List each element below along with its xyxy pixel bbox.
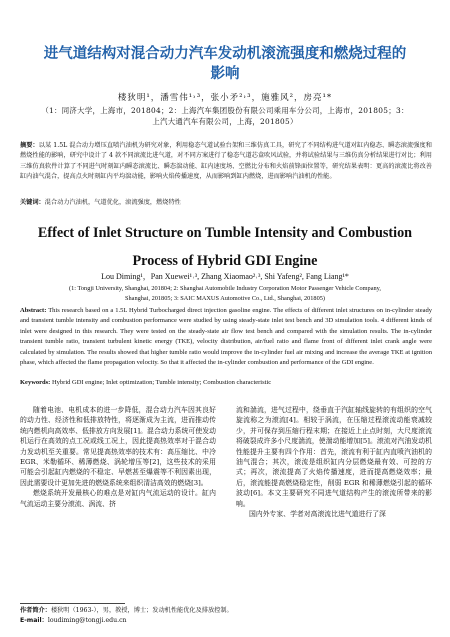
email-address: loudiming@tongji.edu.cn [47,617,127,624]
english-abstract-text: This research based on a 1.5L Hybrid Turbocharged direct injection gasoline engine. The effects of different inlet structures on in-cylinder steady and transient tumble intensity and combustion performance were studied by using steady-state inlet test bench and 3D simulation tools. 4 different kinds of inlet were designed in this research. They were tested on the steady-state air flow test bench and compared with the simulation results. The in-cylinder transient tumble ratio, transient turbulent kinetic energy (TKE), velocity distribution, air/fuel ratio and flame front of different inlet crank angle were calculated by simulation. The results showed that higher tumble ratio would improve the in-cylinder fuel air mixing and increase the average TKE at ignition phase, which affected the flame propagation velocity. So that it affected the in-cylinder combustion and performance of the GDI engine. [20,307,433,367]
english-title-line-1: Effect of Inlet Structure on Tumble Intensity and Combustion [37,225,413,241]
english-affiliation-line-1: (1: Tongji University, Shanghai, 201804; 2: Shanghai Automobile Industry Corporation Motor Passenger Vehicle Company, [69,285,381,292]
author-footnote-text: 楼狄明（1963-），男，教授，博士；发动机性能优化及排放控制。 [50,607,233,614]
english-keywords-text: Hybrid GDI engine; Inlet optimization; Tumble intensity; Combustion characteristic [51,379,272,386]
author-footnote-label: 作者简介： [20,607,51,614]
english-title-line-2: Process of Hybrid GDI Engine [132,253,318,269]
english-affiliation-line-2: Shanghai, 201805; 3: SAIC MAXUS Automotive Co., Ltd., Shanghai, 201805) [125,295,325,302]
chinese-keywords-text: 混合动力汽油机，气道优化，滚流强度，燃烧特性 [44,199,181,206]
chinese-affiliations [20,105,430,127]
english-affiliations [20,284,430,304]
english-keywords [20,378,432,388]
chinese-abstract [20,141,432,183]
chinese-keywords [20,198,432,208]
chinese-authors: 楼狄明¹，潘雪伟¹˒³，张小矛²˒³，施雅风²，房亮¹* [117,93,333,103]
footnote-divider [20,603,125,604]
english-title [20,223,430,271]
chinese-affiliation-line-2: 上汽大通汽车有限公司，上海，201805） [152,117,298,126]
email-label: E-mail： [20,617,48,624]
email-footnote [20,616,432,626]
author-footnote [20,606,432,616]
chinese-title [30,44,420,84]
body-paragraph: 流和湍流，进气过程中，绕垂直于汽缸轴线旋转的有组织的空气旋流称之为滚流[4]。相较于涡流，在压缩过程滚流动能衰减较少，并可保存到压缩行程末期；在接近上止点时刻，大尺度滚流将破裂成许多小尺度湍流，使湍动能增加[5]。滚流对汽油发动机性能提升主要有四个作用：首先，滚流有利于缸内直喷汽油机的油气混合；其次，滚流是组织缸内分层燃烧最有效、可控的方式；再次，滚流提高了火焰传播速度，进而提高燃烧效率；最后，滚流能提高燃烧稳定性，削弱 EGR 和稀薄燃烧引起的循环波动[6]。本文主要研究不同进气道结构产生的滚流所带来的影响。 [236,406,432,508]
english-abstract [20,306,432,368]
english-authors: Lou Diming¹，Pan Xuewei¹˒³, Zhang Xiaomao²˒³, Shi Yafeng², Fang Liang¹* [101,272,349,281]
english-abstract-label: Abstract: [20,307,47,314]
chinese-title-line-1: 进气道结构对混合动力汽车发动机滚流强度和燃烧过程的 [43,46,407,62]
chinese-abstract-text: 以某 1.5L 混合动力增压直喷汽油机为研究对象，利用稳态气道试验台架和三维仿真工具，研究了不同结构进气道对缸内稳态、瞬态滚流强度和燃烧性能的影响，研究中设计了 4 款不同滚流比进气道，对不同方案进行了稳态气道芯盒吹风试验，并将试验结果与三维仿真分析结果进行对比；利用三维仿真软件计算了不同进气时刻缸内瞬态滚流比、瞬态湍动能、缸内速度场、空燃比分布和火焰前锋面位置等，研究结果表明：更高的滚流比将改善缸内油气混合，提高点火时刻缸内平均湍动能，影响火焰传播速度，从而影响到缸内燃烧，进而影响汽油机的性能。 [20,142,432,181]
body-paragraph: 国内外专家、学者对高滚流比进气道进行了深 [249,510,386,519]
english-keywords-label: Keywords: [20,379,51,386]
chinese-keywords-label: 关键词： [20,199,45,206]
chinese-abstract-label: 摘要： [20,142,39,149]
body-left-column [20,405,216,509]
body-paragraph: 随着电池、电机成本的进一步降低，混合动力汽车因其良好的动力性、经济性和低排放特性，将逐渐成为主流，进而推动传统内燃机向高效率、低排放方向发展[1]。混合动力系统可使发动机运行在高效的点工况或线工况上，因此提高热效率对于混合动力发动机至关重要。常见提高热效率的技术有：高压缩比、中冷 EGR、米勒循环、稀薄燃烧、涡轮增压等[2]，这些技术的采用可能会引起缸内燃烧的不稳定、早燃甚至爆震等不利因素出现，因此需要设计更加先进的燃烧系统来组织清洁高效的燃烧[3]。 [20,406,216,487]
body-paragraph: 燃烧系统开发最核心的难点是对缸内气流运动的设计。缸内气流运动主要分滚流、涡流、挤 [20,489,216,508]
chinese-affiliation-line-1: （1：同济大学，上海市，201804；2：上海汽车集团股份有限公司乘用车分公司，上海市，201805；3： [41,106,409,115]
body-right-column [236,405,432,519]
chinese-title-line-2: 影响 [210,66,240,82]
